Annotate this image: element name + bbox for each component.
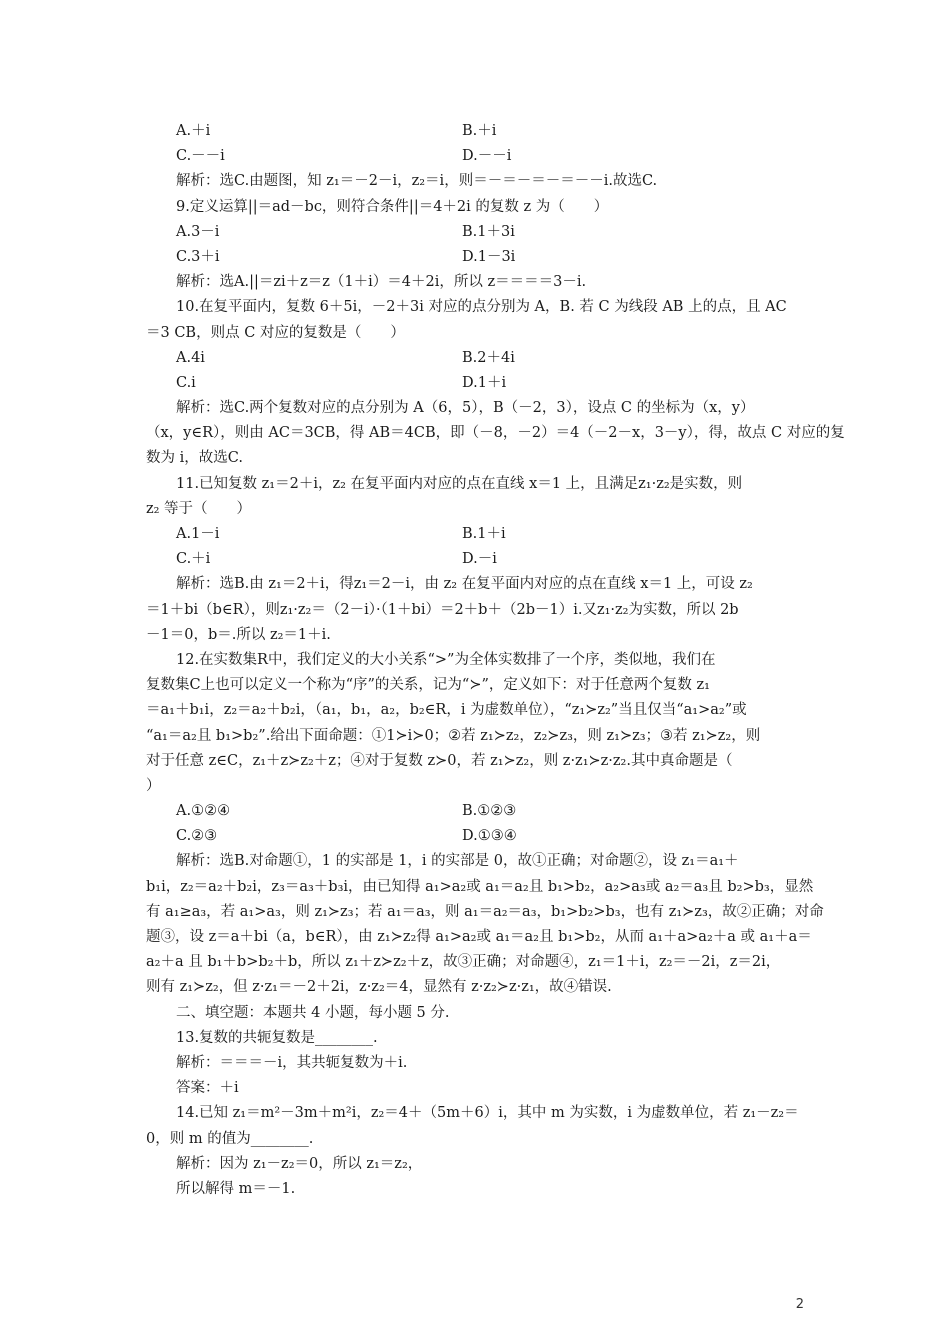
q12-option-c: C.②③ <box>176 828 218 845</box>
q11-stem-line-2: z₂ 等于（ ） <box>146 500 252 517</box>
q12-option-d: D.①③④ <box>462 828 517 845</box>
q12-analysis-line-4: 题③，设 z＝a＋bi（a，b∈R），由 z₁≻z₂得 a₁>a₂或 a₁＝a₂且 b₁>b₂，从而 a₁＋a>a₂＋a 或 a₁＋a＝ <box>146 929 812 945</box>
q11-options-row-2 <box>146 547 806 572</box>
q11-analysis-line-3: －1＝0，b＝.所以 z₂＝1＋i. <box>146 626 331 643</box>
q12-analysis-line-2: b₁i，z₂＝a₂＋b₂i，z₃＝a₃＋b₃i，由已知得 a₁>a₂或 a₁＝a₂且 b₁>b₂，a₂>a₃或 a₂＝a₃且 b₂>b₃，显然 <box>146 878 814 895</box>
q14-analysis-line-2: 所以解得 m＝－1. <box>176 1180 296 1197</box>
q12-stem-line-4: “a₁＝a₂且 b₁>b₂”.给出下面命题：①1≻i≻0；②若 z₁≻z₂，z₂≻z₃，则 z₁≻z₃；③若 z₁≻z₂，则 <box>146 727 761 744</box>
q12-analysis-line-1: 解析：选B.对命题①，1 的实部是 1，i 的实部是 0，故①正确；对命题②，设 z₁＝a₁＋ <box>176 853 739 870</box>
page-number: 2 <box>795 1297 804 1312</box>
q10-stem-line-1: 10.在复平面内，复数 6＋5i，－2＋3i 对应的点分别为 A，B. 若 C 为线段 AB 上的点，且 AC <box>176 299 787 316</box>
q8-options-row-2 <box>146 144 806 169</box>
q11-option-b: B.1＋i <box>462 526 506 542</box>
q12-options-row-2 <box>146 824 806 849</box>
q12-option-a: A.①②④ <box>176 803 231 820</box>
q10-analysis-line-2: （x，y∈R），则由 AC＝3CB，得 AB＝4CB，即（－8，－2）＝4（－2－x，3－y），得，故点 C 对应的复 <box>146 425 845 442</box>
q9-option-b: B.1＋3i <box>462 223 515 240</box>
q9-options-row-2 <box>146 245 806 270</box>
q10-options-row-2 <box>146 371 806 396</box>
q9-stem: 9.定义运算||＝ad－bc，则符合条件||＝4＋2i 的复数 z 为（ ） <box>176 198 609 215</box>
q11-analysis-line-1: 解析：选B.由 z₁＝2＋i，得z₁＝2－i，由 z₂ 在复平面内对应的点在直线 x＝1 上，可设 z₂ <box>176 576 753 593</box>
q8-option-a: A.＋i <box>176 123 211 139</box>
q10-stem-line-2: ＝3 CB，则点 C 对应的复数是（ ） <box>146 324 405 341</box>
q8-option-c: C.－－i <box>176 148 225 165</box>
q13-stem: 13.复数的共轭复数是________. <box>176 1029 378 1046</box>
q14-analysis-line-1: 解析：因为 z₁－z₂＝0，所以 z₁＝z₂， <box>176 1155 423 1172</box>
q10-option-c: C.i <box>176 374 196 391</box>
q11-analysis-line-2: ＝1＋bi（b∈R），则z₁·z₂＝（2－i）·（1＋bi）＝2＋b＋（2b－1）i.又z₁·z₂为实数，所以 2b <box>146 601 739 618</box>
q8-option-d: D.－－i <box>462 148 512 165</box>
q12-stem-line-5: 对于任意 z∈C，z₁＋z≻z₂＋z；④对于复数 z≻0，若 z₁≻z₂，则 z·z₁≻z·z₂.其中真命题是（ <box>146 752 733 769</box>
q11-option-a: A.1－i <box>176 526 220 542</box>
q10-options-row-1 <box>146 346 806 371</box>
q11-option-d: D.－i <box>462 551 497 568</box>
q10-option-d: D.1＋i <box>462 374 507 391</box>
q10-option-b: B.2＋4i <box>462 349 515 366</box>
q12-options-row-1 <box>146 799 806 824</box>
q9-option-a: A.3－i <box>176 223 220 240</box>
q12-stem-line-1: 12.在实数集R中，我们定义的大小关系“>”为全体实数排了一个序，类似地，我们在 <box>176 651 716 668</box>
q12-analysis-line-3: 有 a₁≥a₃，若 a₁>a₃，则 z₁≻z₃；若 a₁＝a₃，则 a₁＝a₂＝a₃，b₁>b₂>b₃，也有 z₁≻z₃，故②正确；对命 <box>146 903 824 920</box>
q13-analysis: 解析：＝＝＝－i，其共轭复数为＋i. <box>176 1054 408 1071</box>
q9-analysis: 解析：选A.||＝zi＋z＝z（1＋i）＝4＋2i，所以 z＝＝＝＝3－i. <box>176 274 587 291</box>
q9-option-d: D.1－3i <box>462 248 516 265</box>
q8-options-row-1 <box>146 119 806 144</box>
q13-answer: 答案：＋i <box>176 1080 239 1097</box>
q12-stem-line-2: 复数集C上也可以定义一个称为“序”的关系，记为“≻”，定义如下：对于任意两个复数 z₁ <box>146 677 710 694</box>
q12-option-b: B.①②③ <box>462 803 517 820</box>
page-content <box>146 119 845 1202</box>
section-heading: 二、填空题：本题共 4 小题，每小题 5 分. <box>176 1004 450 1021</box>
q12-stem-line-6: ） <box>146 777 161 794</box>
q9-option-c: C.3＋i <box>176 248 220 265</box>
q11-stem-line-1: 11.已知复数 z₁＝2＋i，z₂ 在复平面内对应的点在直线 x＝1 上，且满足z₁·z₂是实数，则 <box>176 475 743 492</box>
q11-options-row-1 <box>146 522 806 547</box>
q12-analysis-line-6: 则有 z₁≻z₂，但 z·z₁＝－2＋2i，z·z₂＝4，显然有 z·z₂≻z·z₁，故④错误. <box>146 979 612 996</box>
q14-stem-line-2: 0，则 m 的值为________. <box>146 1130 314 1147</box>
q8-analysis: 解析：选C.由题图，知 z₁＝－2－i，z₂＝i，则＝－＝－＝－＝－－i.故选C. <box>176 173 658 190</box>
q10-option-a: A.4i <box>176 349 205 366</box>
q11-option-c: C.＋i <box>176 551 211 568</box>
q12-stem-line-3: ＝a₁＋b₁i，z₂＝a₂＋b₂i，（a₁，b₁，a₂，b₂∈R，i 为虚数单位），“z₁≻z₂”当且仅当“a₁>a₂”或 <box>146 702 747 719</box>
q12-analysis-line-5: a₂＋a 且 b₁＋b>b₂＋b，所以 z₁＋z≻z₂＋z，故③正确；对命题④，z₁＝1＋i，z₂＝－2i，z＝2i， <box>146 954 781 971</box>
q14-stem-line-1: 14.已知 z₁＝m²－3m＋m²i，z₂＝4＋（5m＋6）i，其中 m 为实数，i 为虚数单位，若 z₁－z₂＝ <box>176 1105 799 1122</box>
q10-analysis-line-3: 数为 i，故选C. <box>146 450 243 467</box>
q10-analysis-line-1: 解析：选C.两个复数对应的点分别为 A（6，5），B（－2，3），设点 C 的坐标为（x，y） <box>176 400 755 417</box>
q8-option-b: B.＋i <box>462 123 497 139</box>
q9-options-row-1 <box>146 220 806 245</box>
